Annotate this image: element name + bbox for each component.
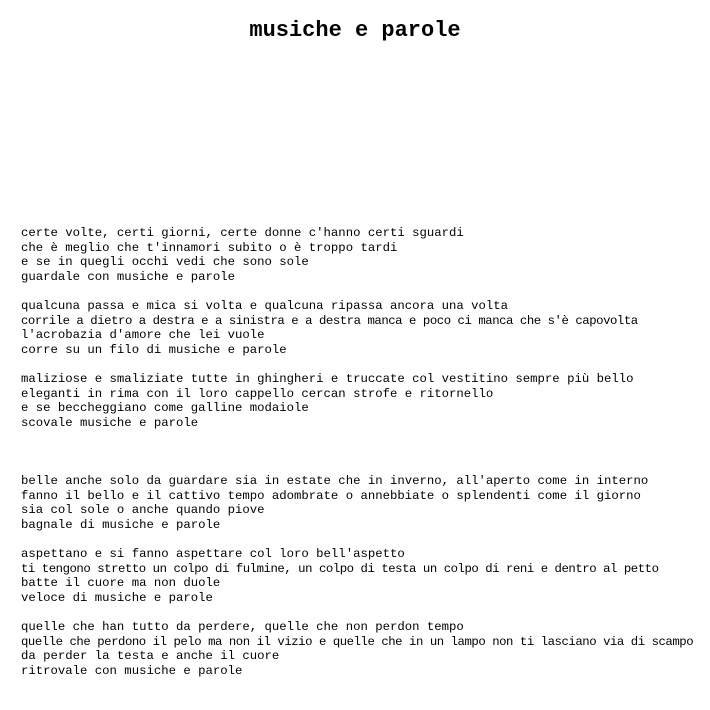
lyric-line: bagnale di musiche e parole [21,517,221,532]
stanza [21,547,706,605]
lyric-line: aspettano e si fanno aspettare col loro bell'aspetto [21,547,405,562]
stanza [21,226,706,284]
stanza [21,299,706,357]
lyrics-body [21,226,706,693]
lyric-line: che è meglio che t'innamori subito o è troppo tardi [21,240,398,255]
lyric-line: l'acrobazia d'amore che lei vuole [21,328,265,343]
lyric-line: certe volte, certi giorni, certe donne c'hanno certi sguardi [21,226,464,240]
lyric-line: quelle che han tutto da perdere, quelle che non perdon tempo [21,620,464,635]
stanza [21,620,706,678]
lyric-line: belle anche solo da guardare sia in estate che in inverno, all'aperto come in interno [21,474,649,489]
stanza [21,474,706,532]
lyric-line: scovale musiche e parole [21,415,199,430]
page-title: musiche e parole [249,18,461,43]
lyric-line: eleganti in rima con il loro cappello cercan strofe e ritornello [21,386,494,401]
lyric-line: qualcuna passa e mica si volta e qualcuna ripassa ancora una volta [21,298,509,313]
lyric-line: e se in quegli occhi vedi che sono sole [21,255,309,270]
lyric-line: batte il cuore ma non duole [21,576,221,591]
lyric-line: maliziose e smaliziate tutte in ghingheri e truccate col vestitino sempre più bello [21,371,634,386]
lyric-line: ritrovale con musiche e parole [21,663,243,678]
lyric-line: e se beccheggiano come galline modaiole [21,401,309,416]
stanza [21,372,706,430]
lyric-line: guardale con musiche e parole [21,269,236,284]
lyric-line: corre su un filo di musiche e parole [21,342,287,357]
lyric-line: corrile a dietro a destra e a sinistra e a destra manca e poco ci manca che s'è capovolta [21,313,638,328]
lyric-line: sia col sole o anche quando piove [21,503,265,518]
lyric-line: ti tengono stretto un colpo di fulmine, un colpo di testa un colpo di reni e dentro al petto [21,561,659,576]
lyric-line: quelle che perdono il pelo ma non il vizio e quelle che in un lampo non ti lasciano via di scampo [21,634,694,649]
lyric-line: fanno il bello e il cattivo tempo adombrate o annebbiate o splendenti come il giorno [21,488,641,503]
lyric-line: veloce di musiche e parole [21,590,213,605]
lyric-line: da perder la testa e anche il cuore [21,649,280,664]
